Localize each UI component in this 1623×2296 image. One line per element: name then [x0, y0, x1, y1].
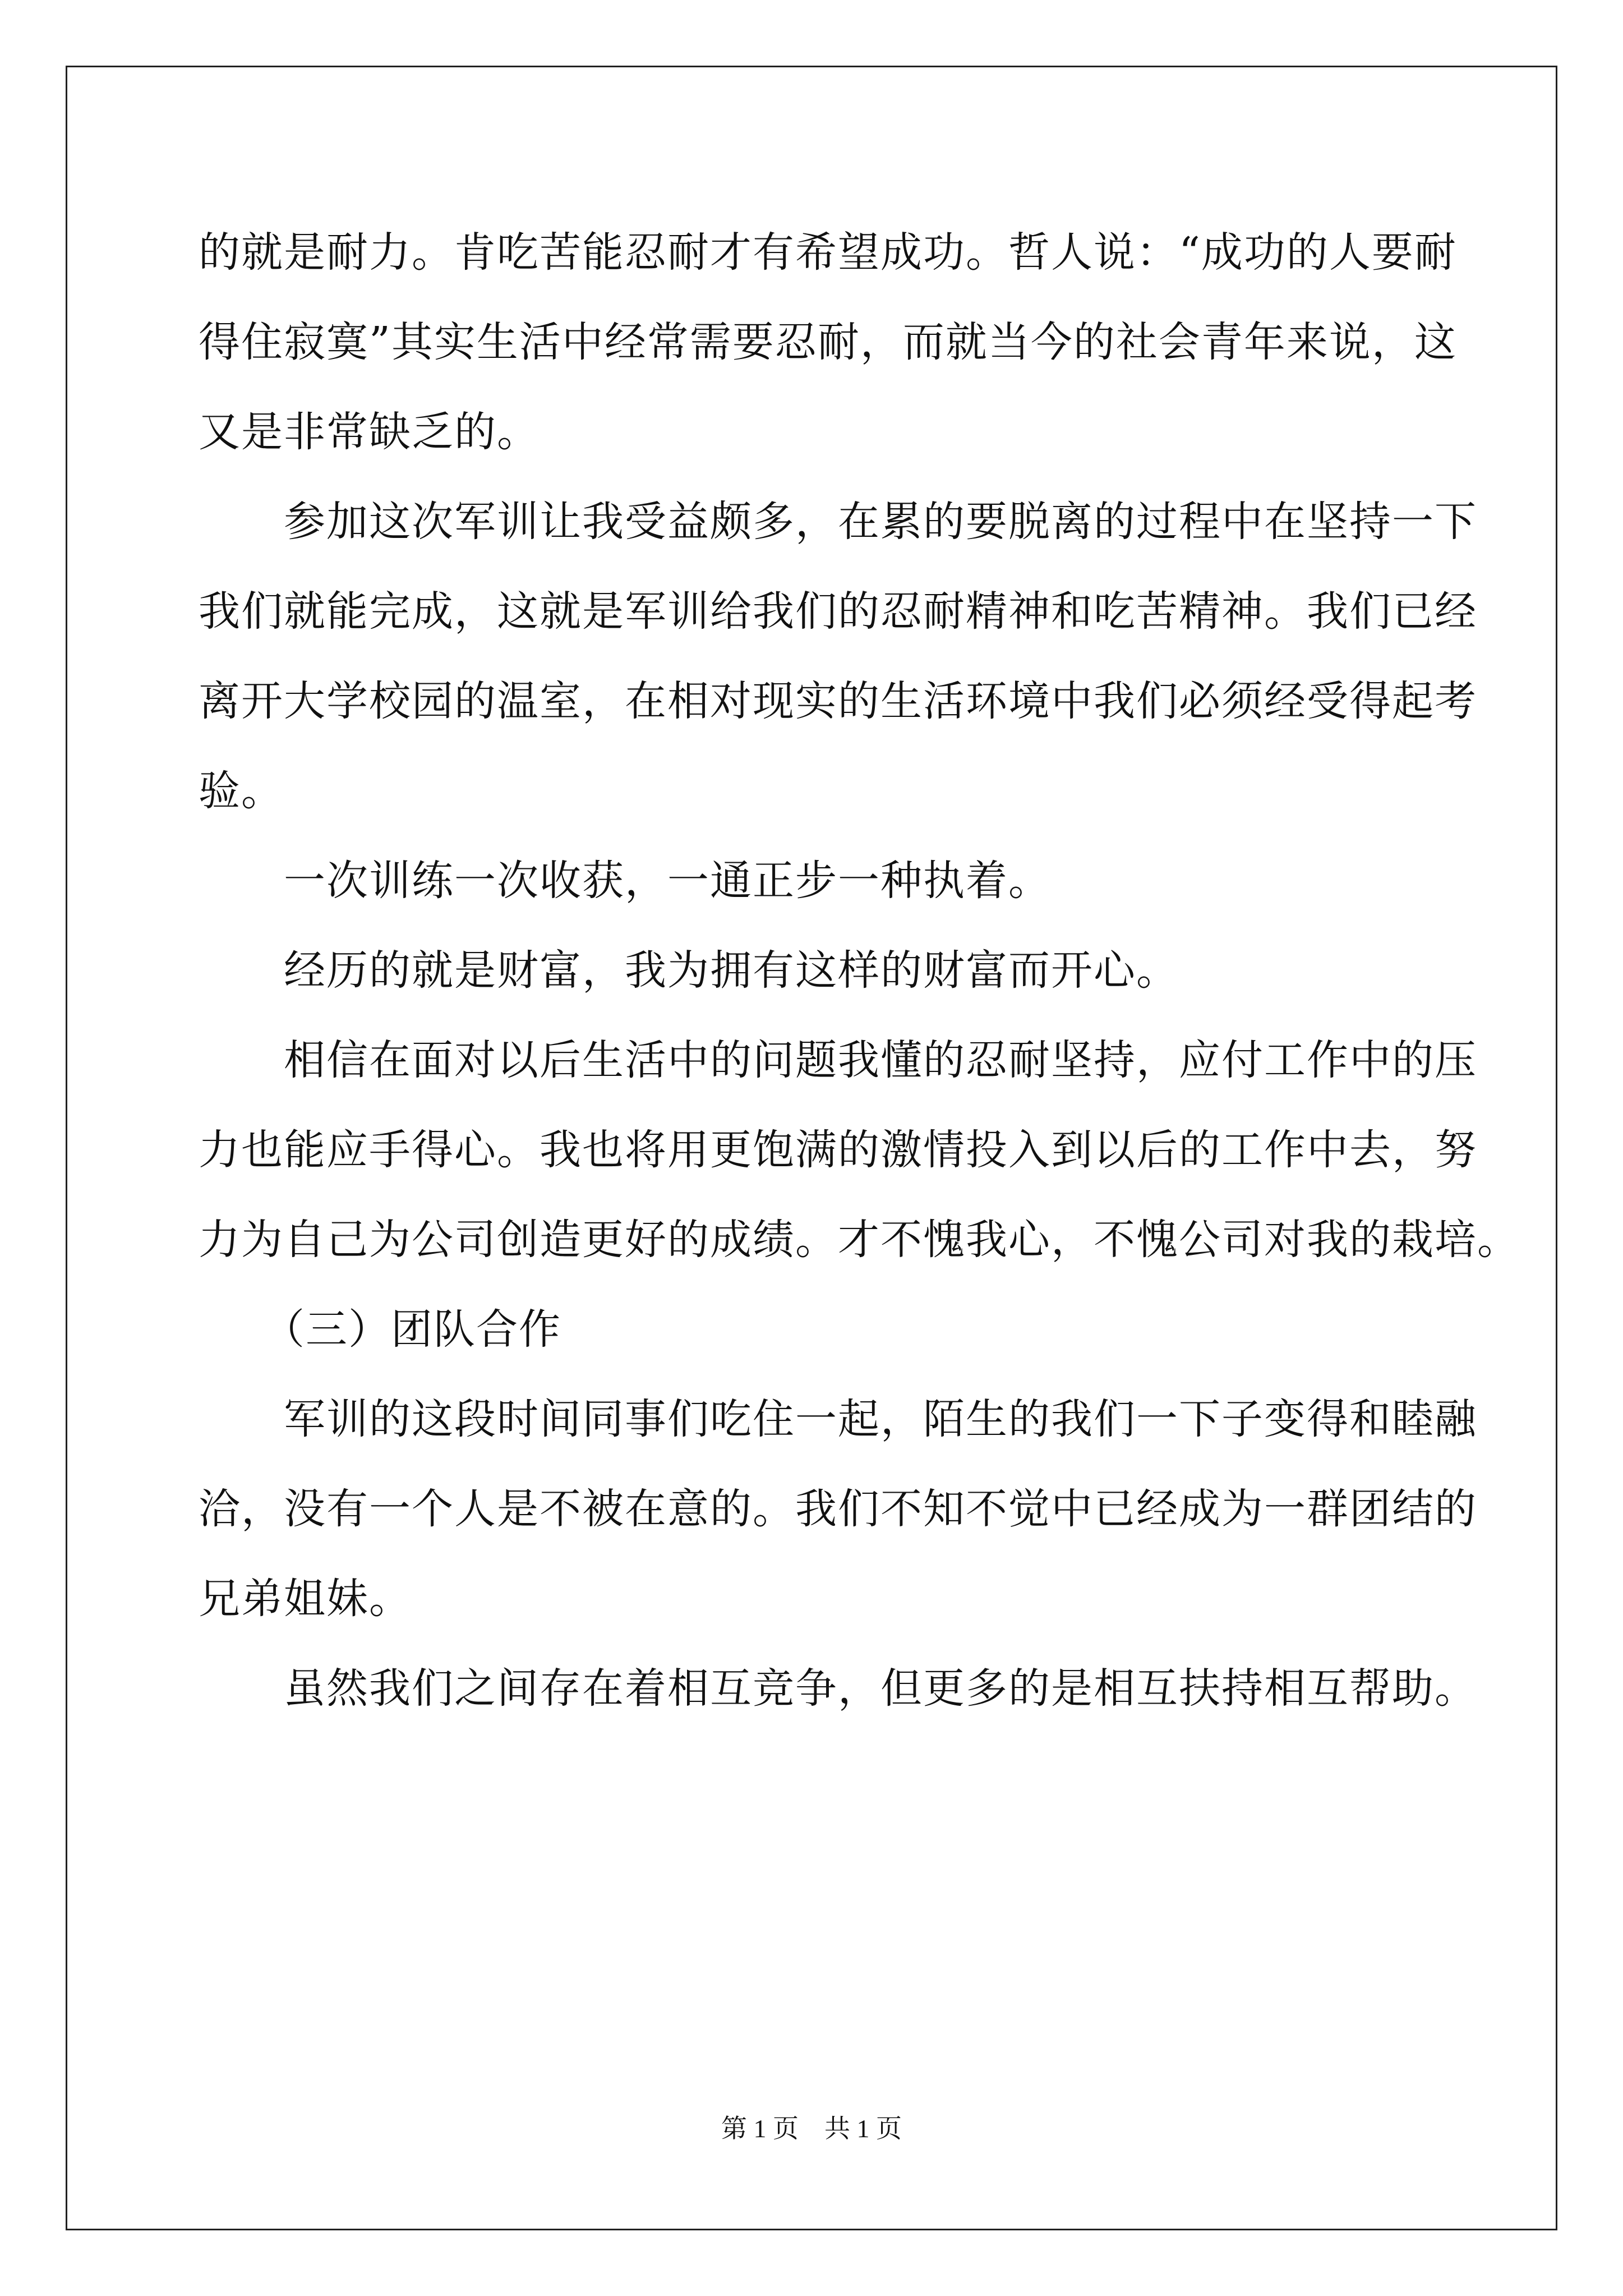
text-line: 力为自己为公司创造更好的成绩。才不愧我心，不愧公司对我的栽培。 — [199, 1216, 1520, 1264]
section-heading: （三）团队合作 — [199, 1305, 561, 1354]
text-line: 相信在面对以后生活中的问题我懂的忍耐坚持，应付工作中的压 — [199, 1036, 1477, 1084]
text-line: 力也能应手得心。我也将用更饱满的激情投入到以后的工作中去，努 — [199, 1126, 1477, 1174]
text-line: 经历的就是财富，我为拥有这样的财富而开心。 — [199, 946, 1179, 995]
text-line: 我们就能完成，这就是军训给我们的忍耐精神和吃苦精神。我们已经 — [199, 587, 1477, 636]
text-line: 洽，没有一个人是不被在意的。我们不知不觉中已经成为一群团结的 — [199, 1485, 1477, 1533]
text-line: 验。 — [199, 767, 284, 815]
text-line: 又是非常缺乏的。 — [199, 408, 540, 456]
text-line: 参加这次军训让我受益颇多，在累的要脱离的过程中在坚持一下 — [199, 498, 1477, 546]
text-line: 军训的这段时间同事们吃住一起，陌生的我们一下子变得和睦融 — [199, 1395, 1477, 1443]
page-number-footer: 第 1 页 共 1 页 — [721, 2114, 902, 2143]
text-line: 的就是耐力。肯吃苦能忍耐才有希望成功。哲人说：“成功的人要耐 — [199, 228, 1457, 277]
text-line: 兄弟姐妹。 — [199, 1575, 412, 1623]
document-body — [199, 208, 1520, 1733]
text-line: 一次训练一次收获，一通正步一种执着。 — [199, 857, 1051, 905]
text-line: 虽然我们之间存在着相互竞争，但更多的是相互扶持相互帮助。 — [199, 1664, 1477, 1713]
text-line: 得住寂寞”其实生活中经常需要忍耐，而就当今的社会青年来说，这 — [199, 318, 1457, 366]
text-line: 离开大学校园的温室，在相对现实的生活环境中我们必须经受得起考 — [199, 677, 1477, 725]
